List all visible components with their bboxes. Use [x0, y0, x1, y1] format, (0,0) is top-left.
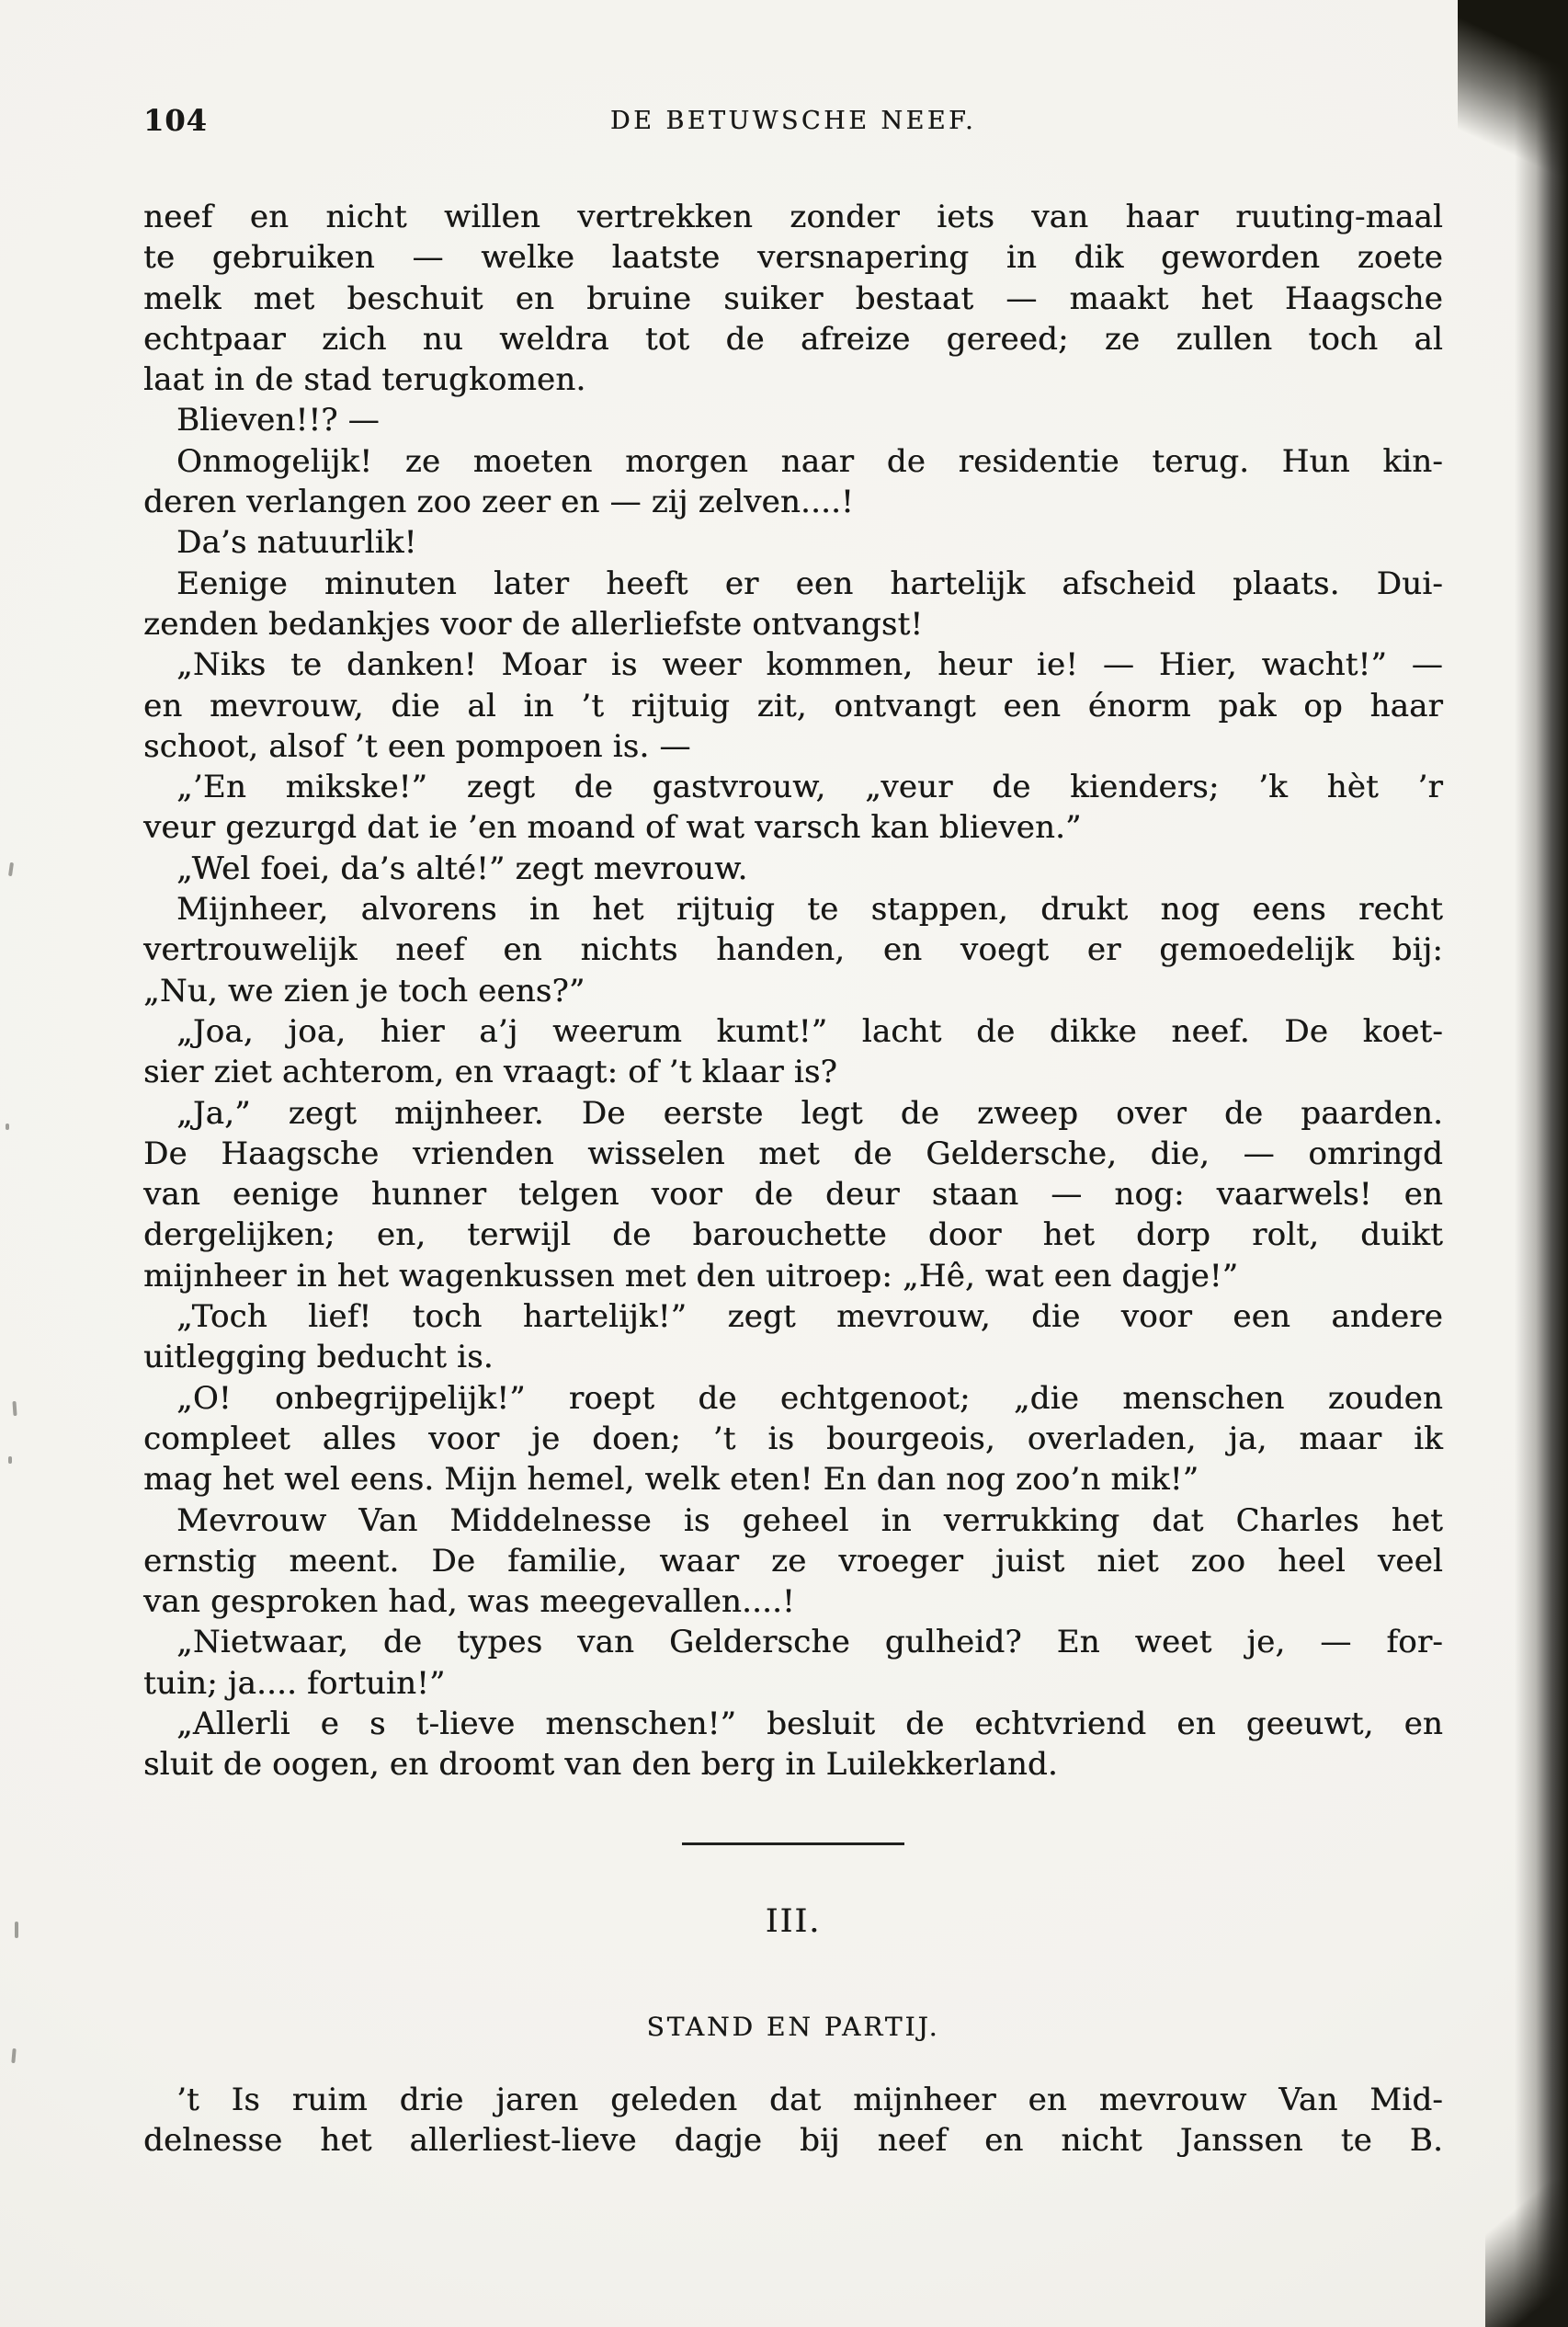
text-line: Da’s natuurlik! — [176, 524, 417, 562]
text-line: veur gezurgd dat ie ’en moand of wat varsch kan blieven.” — [143, 809, 1082, 847]
text-line: delnesse het allerliest-lieve dagje bij neef en nicht Janssen te B. — [143, 2122, 1443, 2160]
chapter-opening-text — [143, 2080, 1443, 2162]
scan-speck — [11, 2048, 16, 2063]
text-line: Mijnheer, alvorens in het rijtuig te stappen, drukt nog eens recht — [176, 891, 1443, 929]
text-line: „Ja,” zegt mijnheer. De eerste legt de zweep over de paarden. — [176, 1094, 1443, 1132]
text-line: en mevrouw, die al in ’t rijtuig zit, ontvangt een énorm pak op haar — [143, 687, 1443, 724]
text-line: echtpaar zich nu weldra tot de afreize gereed; ze zullen toch al — [143, 320, 1443, 358]
scan-speck — [15, 1922, 18, 1938]
text-line: melk met beschuit en bruine suiker bestaat — maakt het Haagsche — [143, 279, 1443, 317]
text-line: vertrouwelijk neef en nichts handen, en voegt er gemoedelijk bij: — [143, 931, 1443, 969]
text-line: mag het wel eens. Mijn hemel, welk eten! En dan nog zoo’n mik!” — [143, 1461, 1199, 1499]
text-line: „Niks te danken! Moar is weer kommen, heur ie! — Hier, wacht!” — — [176, 646, 1443, 684]
running-header — [143, 103, 1443, 142]
text-line: sier ziet achterom, en vraagt: of ’t klaar is? — [143, 1054, 837, 1091]
text-line: te gebruiken — welke laatste versnapering in dik geworden zoete — [143, 239, 1443, 277]
page-number: 104 — [143, 103, 208, 138]
text-line: „Nu, we zien je toch eens?” — [143, 972, 585, 1010]
scan-speck — [8, 1456, 12, 1464]
text-line: De Haagsche vrienden wisselen met de Geldersche, die, — omringd — [143, 1135, 1443, 1172]
text-line: dergelijken; en, terwijl de barouchette door het dorp rolt, duikt — [143, 1216, 1443, 1254]
text-line: deren verlangen zoo zeer en — zij zelven....! — [143, 484, 854, 521]
text-line: schoot, alsof ’t een pompoen is. — — [143, 727, 691, 765]
text-line: van eenige hunner telgen voor de deur staan — nog: vaarwels! en — [143, 1176, 1443, 1214]
scan-shadow-right — [1515, 0, 1568, 2327]
text-line: mijnheer in het wagenkussen met den uitroep: „Hê, wat een dagje!” — [143, 1257, 1239, 1295]
text-line: Mevrouw Van Middelnesse is geheel in verrukking dat Charles het — [176, 1501, 1443, 1539]
text-line: „O! onbegrijpelijk!” roept de echtgenoot; „die menschen zouden — [176, 1379, 1443, 1417]
text-line: „’En mikske!” zegt de gastvrouw, „veur de kienders; ’k hèt ’r — [176, 769, 1443, 806]
text-line: ernstig meent. De familie, waar ze vroeger juist niet zoo heel veel — [143, 1542, 1443, 1580]
text-line: uitlegging beducht is. — [143, 1339, 494, 1376]
chapter-numeral: III. — [765, 1903, 822, 1940]
text-line: neef en nicht willen vertrekken zonder iets van haar ruuting-maal — [143, 199, 1443, 235]
scan-shadow-bottom-corner — [1485, 2180, 1568, 2327]
text-line: „Nietwaar, de types van Geldersche gulheid? En weet je, — for- — [176, 1624, 1443, 1661]
text-line: van gesproken had, was meegevallen....! — [143, 1583, 795, 1621]
text-line: „Toch lief! toch hartelijk!” zegt mevrouw, die voor een andere — [176, 1298, 1443, 1336]
scan-speck — [6, 1124, 9, 1130]
text-line: Onmogelijk! ze moeten morgen naar de residentie terug. Hun kin- — [176, 442, 1443, 480]
text-line: compleet alles voor je doen; ’t is bourgeois, overladen, ja, maar ik — [143, 1420, 1443, 1457]
text-line: ’t Is ruim drie jaren geleden dat mijnheer en mevrouw Van Mid- — [176, 2082, 1443, 2118]
text-line: zenden bedankjes voor de allerliefste ontvangst! — [143, 605, 924, 643]
scan-speck — [8, 862, 14, 876]
text-line: sluit de oogen, en droomt van den berg in Luilekkerland. — [143, 1746, 1058, 1784]
section-divider — [682, 1842, 904, 1845]
chapter-title: STAND EN PARTIJ. — [646, 2012, 940, 2042]
running-title: DE BETUWSCHE NEEF. — [609, 107, 977, 135]
body-text — [143, 197, 1443, 1785]
text-line: „Allerli e s t-lieve menschen!” besluit de echtvriend en geeuwt, en — [176, 1705, 1443, 1742]
text-line: Blieven!!? — — [176, 402, 380, 439]
text-line: „Joa, joa, hier a’j weerum kumt!” lacht de dikke neef. De koet- — [176, 1012, 1443, 1050]
scan-speck — [12, 1401, 17, 1416]
scan-shadow-top-corner — [1458, 0, 1568, 175]
text-line: Eenige minuten later heeft er een hartelijk afscheid plaats. Dui- — [176, 565, 1443, 602]
text-line: laat in de stad terugkomen. — [143, 361, 586, 399]
text-line: tuin; ja.... fortuin!” — [143, 1664, 446, 1702]
text-line: „Wel foei, da’s alté!” zegt mevrouw. — [176, 850, 748, 887]
